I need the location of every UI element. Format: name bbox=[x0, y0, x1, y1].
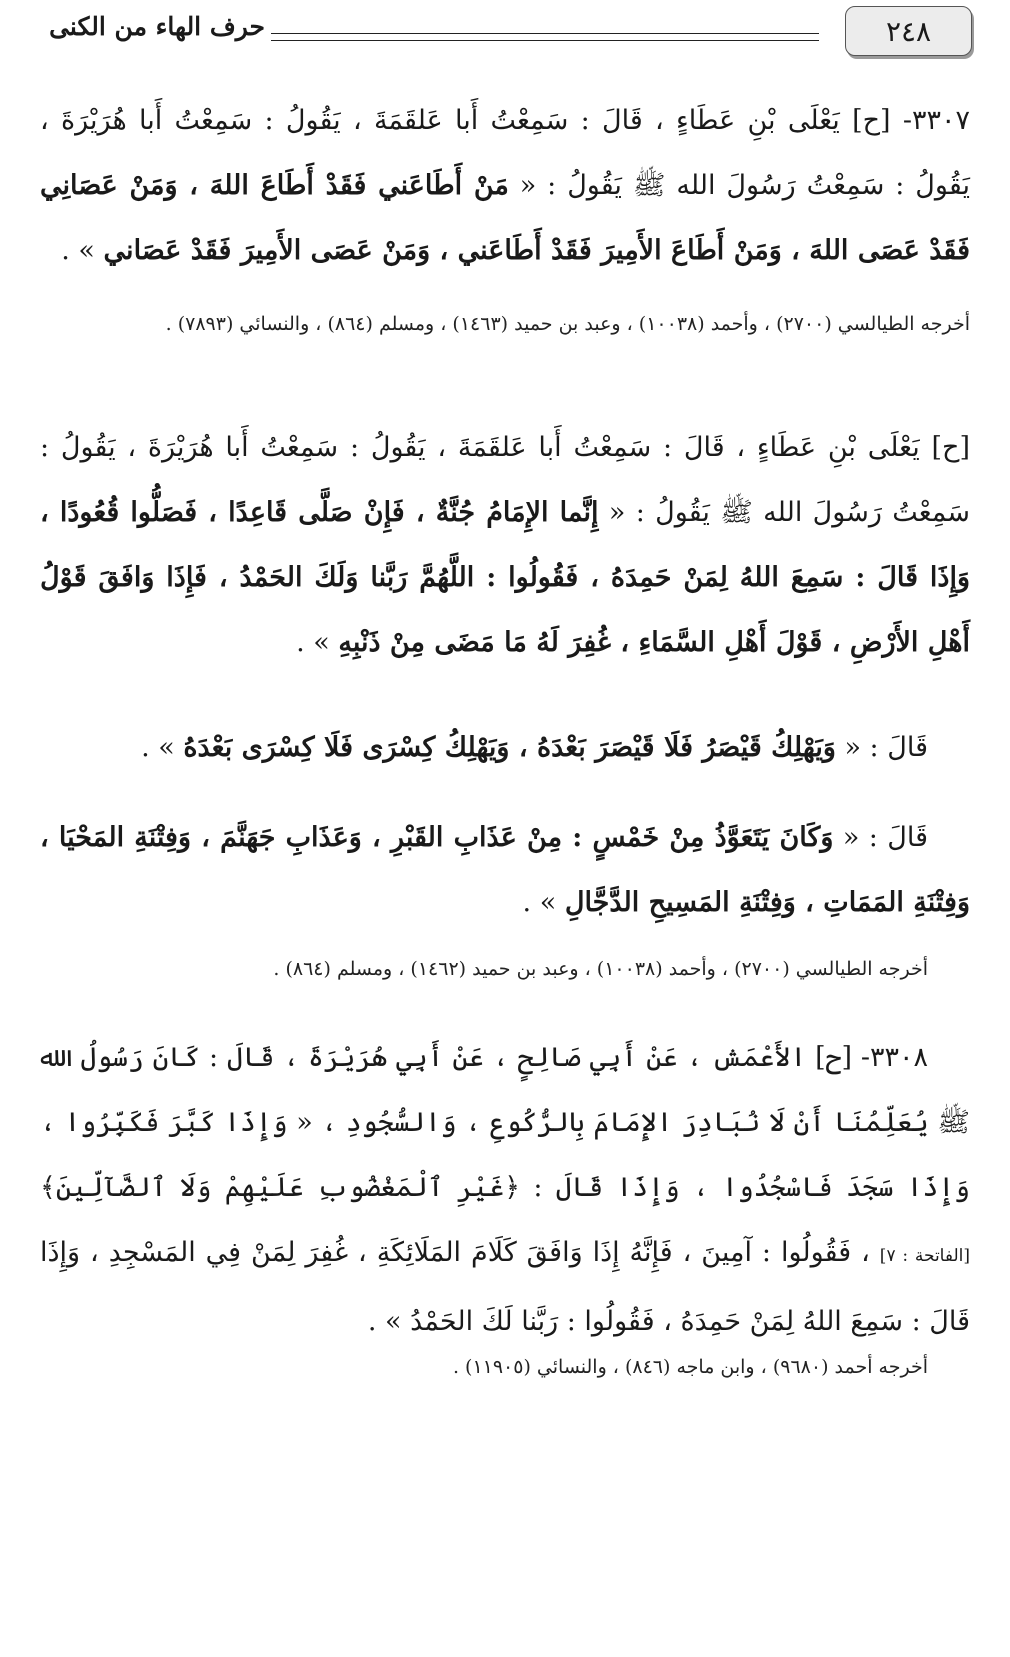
hadith-variant bbox=[40, 415, 970, 675]
hadith-isnad: قَالَ : « bbox=[833, 822, 928, 853]
page-number-box bbox=[845, 6, 972, 56]
hadith-3307 bbox=[40, 88, 970, 283]
ayah-reference: [الفاتحة : ٧] bbox=[879, 1246, 970, 1266]
hadith-isnad: [ح] يَعْلَى بْنِ عَطَاءٍ ، قَالَ : سَمِعْتُ أَبا عَلقَمَةَ ، يَقُولُ : سَمِعْتُ أَبا هُرَيْرَةَ ، يَقُولُ : سَمِعْتُ رَسُولَ الله ﷺ يَقُولُ : « bbox=[40, 432, 971, 528]
header-rule bbox=[271, 33, 819, 34]
hadith-end: » . bbox=[61, 235, 104, 266]
hadith-end: » . bbox=[141, 732, 184, 763]
chapter-title: حرف الهاء من الكنى bbox=[49, 12, 265, 41]
hadith-matn: وَكَانَ يَتَعَوَّذُ مِنْ خَمْسٍ : مِنْ عَذَابِ القَبْرِ ، وَعَذَابِ جَهَنَّمَ ، وَفِتْنَةِ المَحْيَا ، وَفِتْنَةِ المَمَاتِ ، وَفِتْنَةِ المَسِيحِ الدَّجَّالِ bbox=[40, 822, 970, 918]
takhrij-3307: أخرجه الطيالسي (٢٧٠٠) ، وأحمد (١٠٠٣٨) ، وعبد بن حميد (١٤٦٣) ، ومسلم (٨٦٤) ، والنسائي (٧٨٩٣) . bbox=[165, 313, 970, 335]
hadith-end: » . bbox=[522, 887, 565, 918]
hadith-isnad: ٣٣٠٧- [ح] يَعْلَى بْنِ عَطَاءٍ ، قَالَ : سَمِعْتُ أَبا عَلقَمَةَ ، يَقُولُ : سَمِعْتُ أَبا هُرَيْرَةَ ، يَقُولُ : سَمِعْتُ رَسُولَ الله ﷺ يَقُولُ : « bbox=[40, 105, 970, 201]
hadith-matn: إِنَّما الإِمَامُ جُنَّةٌ ، فَإِنْ صَلَّى قَاعِدًا ، فَصَلُّوا قُعُودًا ، وَإِذَا قَالَ : سَمِعَ اللهُ لِمَنْ حَمِدَهُ ، فَقُولُوا : اللَّهُمَّ رَبَّنا وَلَكَ الحَمْدُ ، فَإِذَا وَافَقَ قَوْلُ أَهْلِ الأَرْضِ ، قَوْلَ أَهْلِ السَّمَاءِ ، غُفِرَ لَهُ مَا مَضَى مِنْ ذَنْبِهِ bbox=[40, 497, 970, 658]
takhrij-3308: أخرجه أحمد (٩٦٨٠) ، وابن ماجه (٨٤٦) ، والنسائي (١١٩٠٥) . bbox=[452, 1356, 928, 1378]
hadith-3308 bbox=[40, 1025, 970, 1354]
hadith-qaysar bbox=[40, 715, 970, 780]
header-rule bbox=[271, 40, 819, 41]
hadith-isnad: قَالَ : « bbox=[835, 732, 928, 763]
hadith-text: ٣٣٠٨- [ح] الأَعْمَش ، عَنْ أَبِي صَالِحٍ ، عَنْ أَبِي هُرَيْرَةَ ، قَالَ : كَانَ رَسُولُ الله ﷺ يُعَلِّمُنَا أَنْ لَا نُبَادِرَ الإِمَامَ بِالرُّكُوعِ ، وَالسُّجُودِ ، « وَإِذَا كَبَّرَ فَكَبِّرُوا ، وَإِذَا سَجَدَ فَاسْجُدُوا ، وَإِذَا قَالَ : ﴿غَيْرِ ٱلْمَغْضُوبِ عَلَيْهِمْ وَلَا ٱلضَّآلِّينَ﴾ bbox=[40, 1042, 970, 1203]
takhrij-taawwudh: أخرجه الطيالسي (٢٧٠٠) ، وأحمد (١٠٠٣٨) ، وعبد بن حميد (١٤٦٢) ، ومسلم (٨٦٤) . bbox=[273, 958, 928, 980]
hadith-end: » . bbox=[296, 627, 339, 658]
page-number: ٢٤٨ bbox=[885, 14, 932, 48]
hadith-text: ، فَقُولُوا : آمِينَ ، فَإِنَّهُ إِذَا وَافَقَ كَلَامَ المَلَائِكَةِ ، غُفِرَ لِمَنْ فِي المَسْجِدِ ، وَإِذَا قَالَ : سَمِعَ اللهُ لِمَنْ حَمِدَهُ ، فَقُولُوا : رَبَّنا لَكَ الحَمْدُ » . bbox=[40, 1237, 970, 1337]
hadith-matn: مَنْ أَطَاعَني فَقَدْ أَطَاعَ اللهَ ، وَمَنْ عَصَانِي فَقَدْ عَصَى اللهَ ، وَمَنْ أَطَاعَ الأَمِيرَ فَقَدْ أَطَاعَني ، وَمَنْ عَصَى الأَمِيرَ فَقَدْ عَصَاني bbox=[40, 170, 970, 266]
hadith-matn: وَيَهْلِكُ قَيْصَرُ فَلَا قَيْصَرَ بَعْدَهُ ، وَيَهْلِكُ كِسْرَى فَلَا كِسْرَى بَعْدَهُ bbox=[183, 732, 836, 763]
hadith-taawwudh bbox=[40, 805, 970, 935]
